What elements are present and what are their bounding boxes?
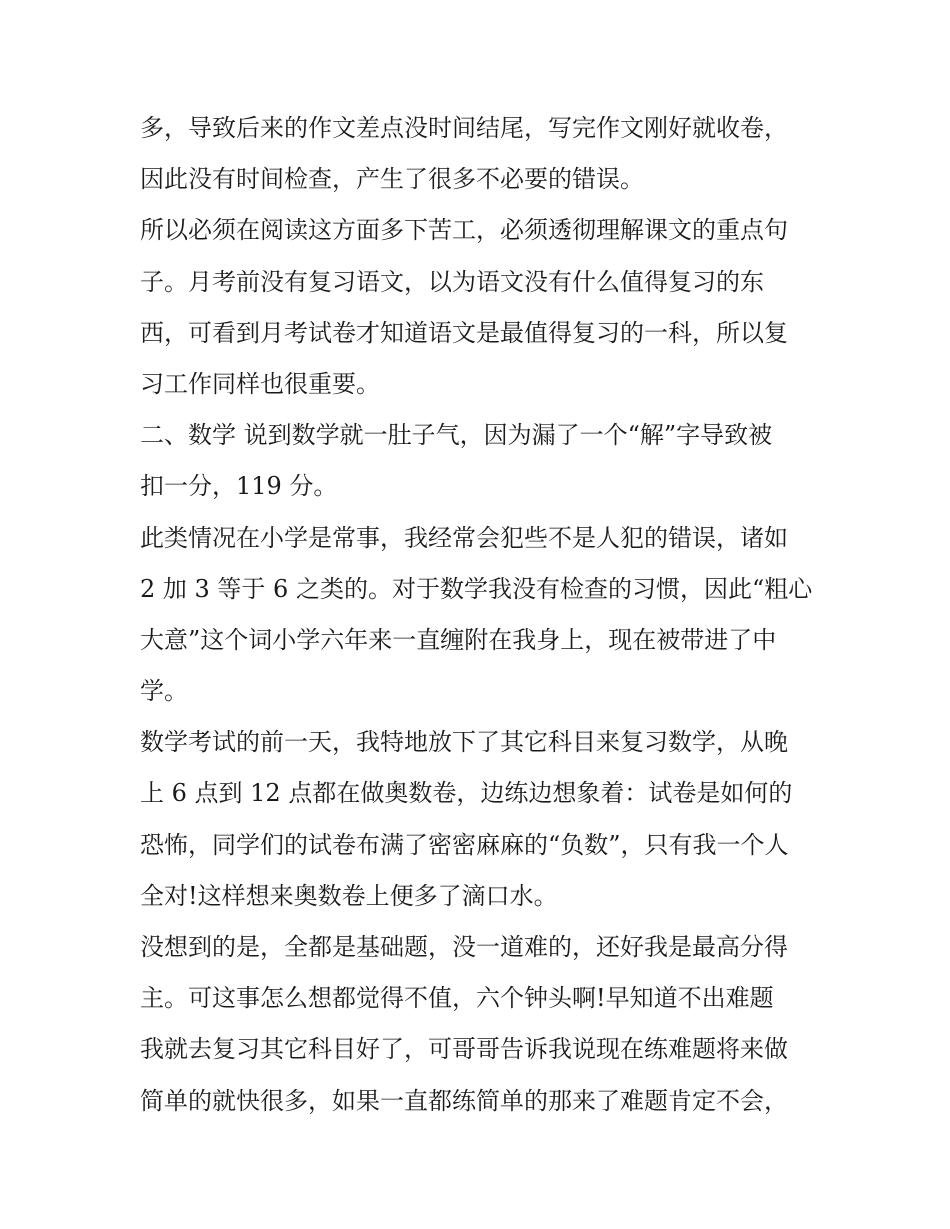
text-line: 我就去复习其它科目好了，可哥哥告诉我说现在练难题将来做 [140, 1035, 788, 1064]
document-body [140, 103, 830, 1127]
text-line: 习工作同样也很重要。 [140, 369, 380, 398]
text-line: 因此没有时间检查，产生了很多不必要的错误。 [140, 165, 644, 194]
text-line: 多，导致后来的作文差点没时间结尾，写完作文刚好就收卷， [140, 114, 788, 142]
text-line: 全对!这样想来奥数卷上便多了滴口水。 [140, 881, 558, 910]
text-line: 子。月考前没有复习语文，以为语文没有什么值得复习的东 [140, 267, 764, 296]
text-line: 主。可这事怎么想都觉得不值，六个钟头啊!早知道不出难题 [140, 984, 774, 1013]
text-line: 大意”这个词小学六年来一直缠附在我身上，现在被带进了中 [140, 625, 777, 654]
text-line: 恐怖，同学们的试卷布满了密密麻麻的“负数”，只有我一个人 [140, 830, 789, 859]
text-line: 简单的就快很多，如果一直都练简单的那来了难题肯定不会， [140, 1086, 788, 1115]
text-line: 所以必须在阅读这方面多下苦工，必须透彻理解课文的重点句 [140, 216, 788, 245]
text-line: 上 6 点到 12 点都在做奥数卷，边练边想象着：试卷是如何的 [140, 779, 793, 808]
text-line: 西，可看到月考试卷才知道语文是最值得复习的一科，所以复 [140, 318, 788, 347]
text-line: 数学考试的前一天，我特地放下了其它科目来复习数学，从晚 [140, 728, 788, 757]
text-line: 2 加 3 等于 6 之类的。对于数学我没有检查的习惯，因此“粗心 [140, 574, 813, 603]
text-line: 没想到的是，全都是基础题，没一道难的，还好我是最高分得 [140, 933, 788, 961]
text-line: 此类情况在小学是常事，我经常会犯些不是人犯的错误，诸如 [140, 523, 788, 552]
text-line: 学。 [140, 677, 188, 706]
text-line: 扣一分，119 分。 [140, 472, 338, 501]
text-line: 二、数学 说到数学就一肚子气，因为漏了一个“解”字导致被 [140, 421, 773, 450]
